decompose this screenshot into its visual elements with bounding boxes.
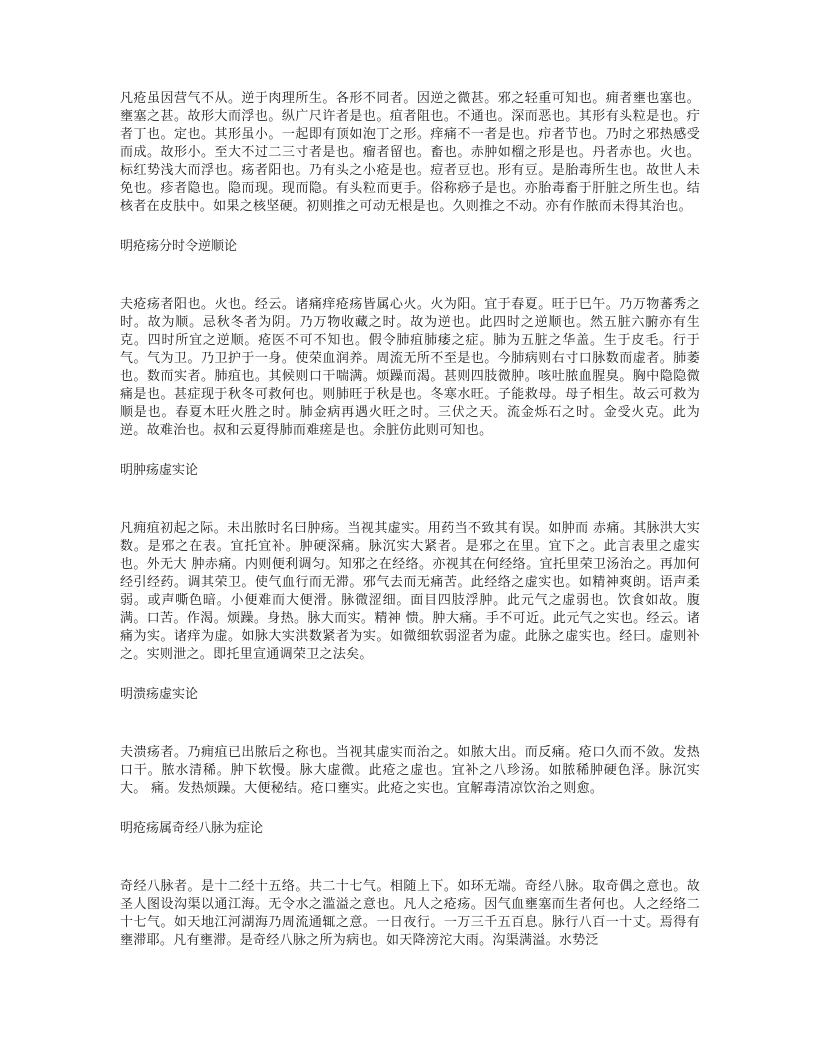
- section-heading-seasonal: 明疮疡分时令逆顺论: [120, 239, 238, 254]
- section-body-meridians: 奇经八脉者。是十二经十五络。共二十七气。相随上下。如环无端。奇经八脉。取奇偶之意也。故圣人图设沟渠以通江海。无令水之滥溢之意也。凡人之疮疡。因气血壅塞而生者何也。人之经络二十七气。如天地江河湖海乃周流通辄之意。一日夜行。一万三千五百息。脉行八百一十丈。焉得有壅滞耶。凡有壅滞。是奇经八脉之所为病也。如天降滂沱大雨。沟渠满溢。水势泛: [120, 879, 700, 948]
- section-heading-ulcer: 明溃疡虚实论: [120, 687, 199, 702]
- section-heading-meridians: 明疮疡属奇经八脉为症论: [120, 821, 264, 836]
- section-body-swelling: 凡痈疽初起之际。未出脓时名曰肿疡。当视其虚实。用药当不致其有误。如肿而 赤痛。其脉洪大实数。是邪之在表。宜托宜补。肿硬深痛。脉沉实大紧者。是邪之在里。宜下之。此言表里之虚实也。外无大 肿赤痛。内则便利调匀。知邪之在经络。亦视其在何经络。宜托里荣卫汤治之。再加何经引经药。调其荣卫。使气血行而无滞。邪气去而无痛苦。此经络之虚实也。如精神爽朗。语声柔弱。或声嘶色暗。小便难而大便滑。脉微涩细。面目四肢浮肿。此元气之虚弱也。饮食如故。腹满。口苦。作渴。烦躁。身热。脉大而实。精神 愦。肿大痛。手不可近。此元气之实也。经云。诸痛为实。诸痒为虚。如脉大实洪数紧者为实。如微细软弱涩者为虚。此脉之虚实也。经曰。虚则补之。实则泄之。即托里宣通调荣卫之法矣。: [120, 521, 700, 662]
- document-page: [120, 90, 700, 950]
- section-body-ulcer: 夫溃疡者。乃痈疽已出脓后之称也。当视其虚实而治之。如脓大出。而反痛。疮口久而不敛。发热口干。脓水清稀。肿下软慢。脉大虚微。此疮之虚也。宜补之八珍汤。如脓稀肿硬色泽。脉沉实大。 痛。发热烦躁。大便秘结。疮口壅实。此疮之实也。宜解毒清凉饮治之则愈。: [120, 745, 700, 796]
- section-body-seasonal: 夫疮疡者阳也。火也。经云。诸痛痒疮疡皆属心火。火为阳。宜于春夏。旺于巳午。乃万物蕃秀之时。故为顺。忌秋冬者为阴。乃万物收藏之时。故为逆也。此四时之逆顺也。然五脏六腑亦有生克。四时所宜之逆顺。疮医不可不知也。假令肺疽肺痿之症。肺为五脏之华盖。生于皮毛。行于气。气为卫。乃卫护于一身。使荣血润养。周流无所不至是也。今肺病则右寸口脉数而虚者。肺萎也。数而实者。肺疽也。其候则口干喘满。烦躁而渴。甚则四肢微肿。咳吐脓血腥臭。胸中隐隐微痛是也。甚症现于秋冬可救何也。则肺旺于秋是也。冬寒水旺。子能救母。母子相生。故云可救为顺是也。春夏木旺火胜之时。肺金病再遇火旺之时。三伏之天。流金烁石之时。金受火克。此为逆。故难治也。叔和云夏得肺而难瘥是也。余脏仿此则可知也。: [120, 297, 700, 438]
- intro-paragraph: 凡疮虽因营气不从。逆于肉理所生。各形不同者。因逆之微甚。邪之轻重可知也。痈者壅也塞也。壅塞之甚。故形大而浮也。纵广尺许者是也。疽者阻也。不通也。深而恶也。其形有头粒是也。疔者丁也。定也。其形虽小。一起即有顶如泡丁之形。痒痛不一者是也。疖者节也。乃时之邪热感受而成。故形小。至大不过二三寸者是也。瘤者留也。畜也。赤肿如榴之形是也。丹者赤也。火也。标红势浅大而浮也。疡者阳也。乃有头之小疮是也。痘者豆也。形有豆。是胎毒所生也。故世人未免也。疹者隐也。隐而现。现而隐。有头粒而更手。俗称痧子是也。亦胎毒畜于肝脏之所生也。结核者在皮肤中。如果之核坚硬。初则推之可动无根是也。久则推之不动。亦有作脓而未得其治也。: [120, 91, 700, 214]
- section-heading-swelling: 明肿疡虚实论: [120, 463, 199, 478]
